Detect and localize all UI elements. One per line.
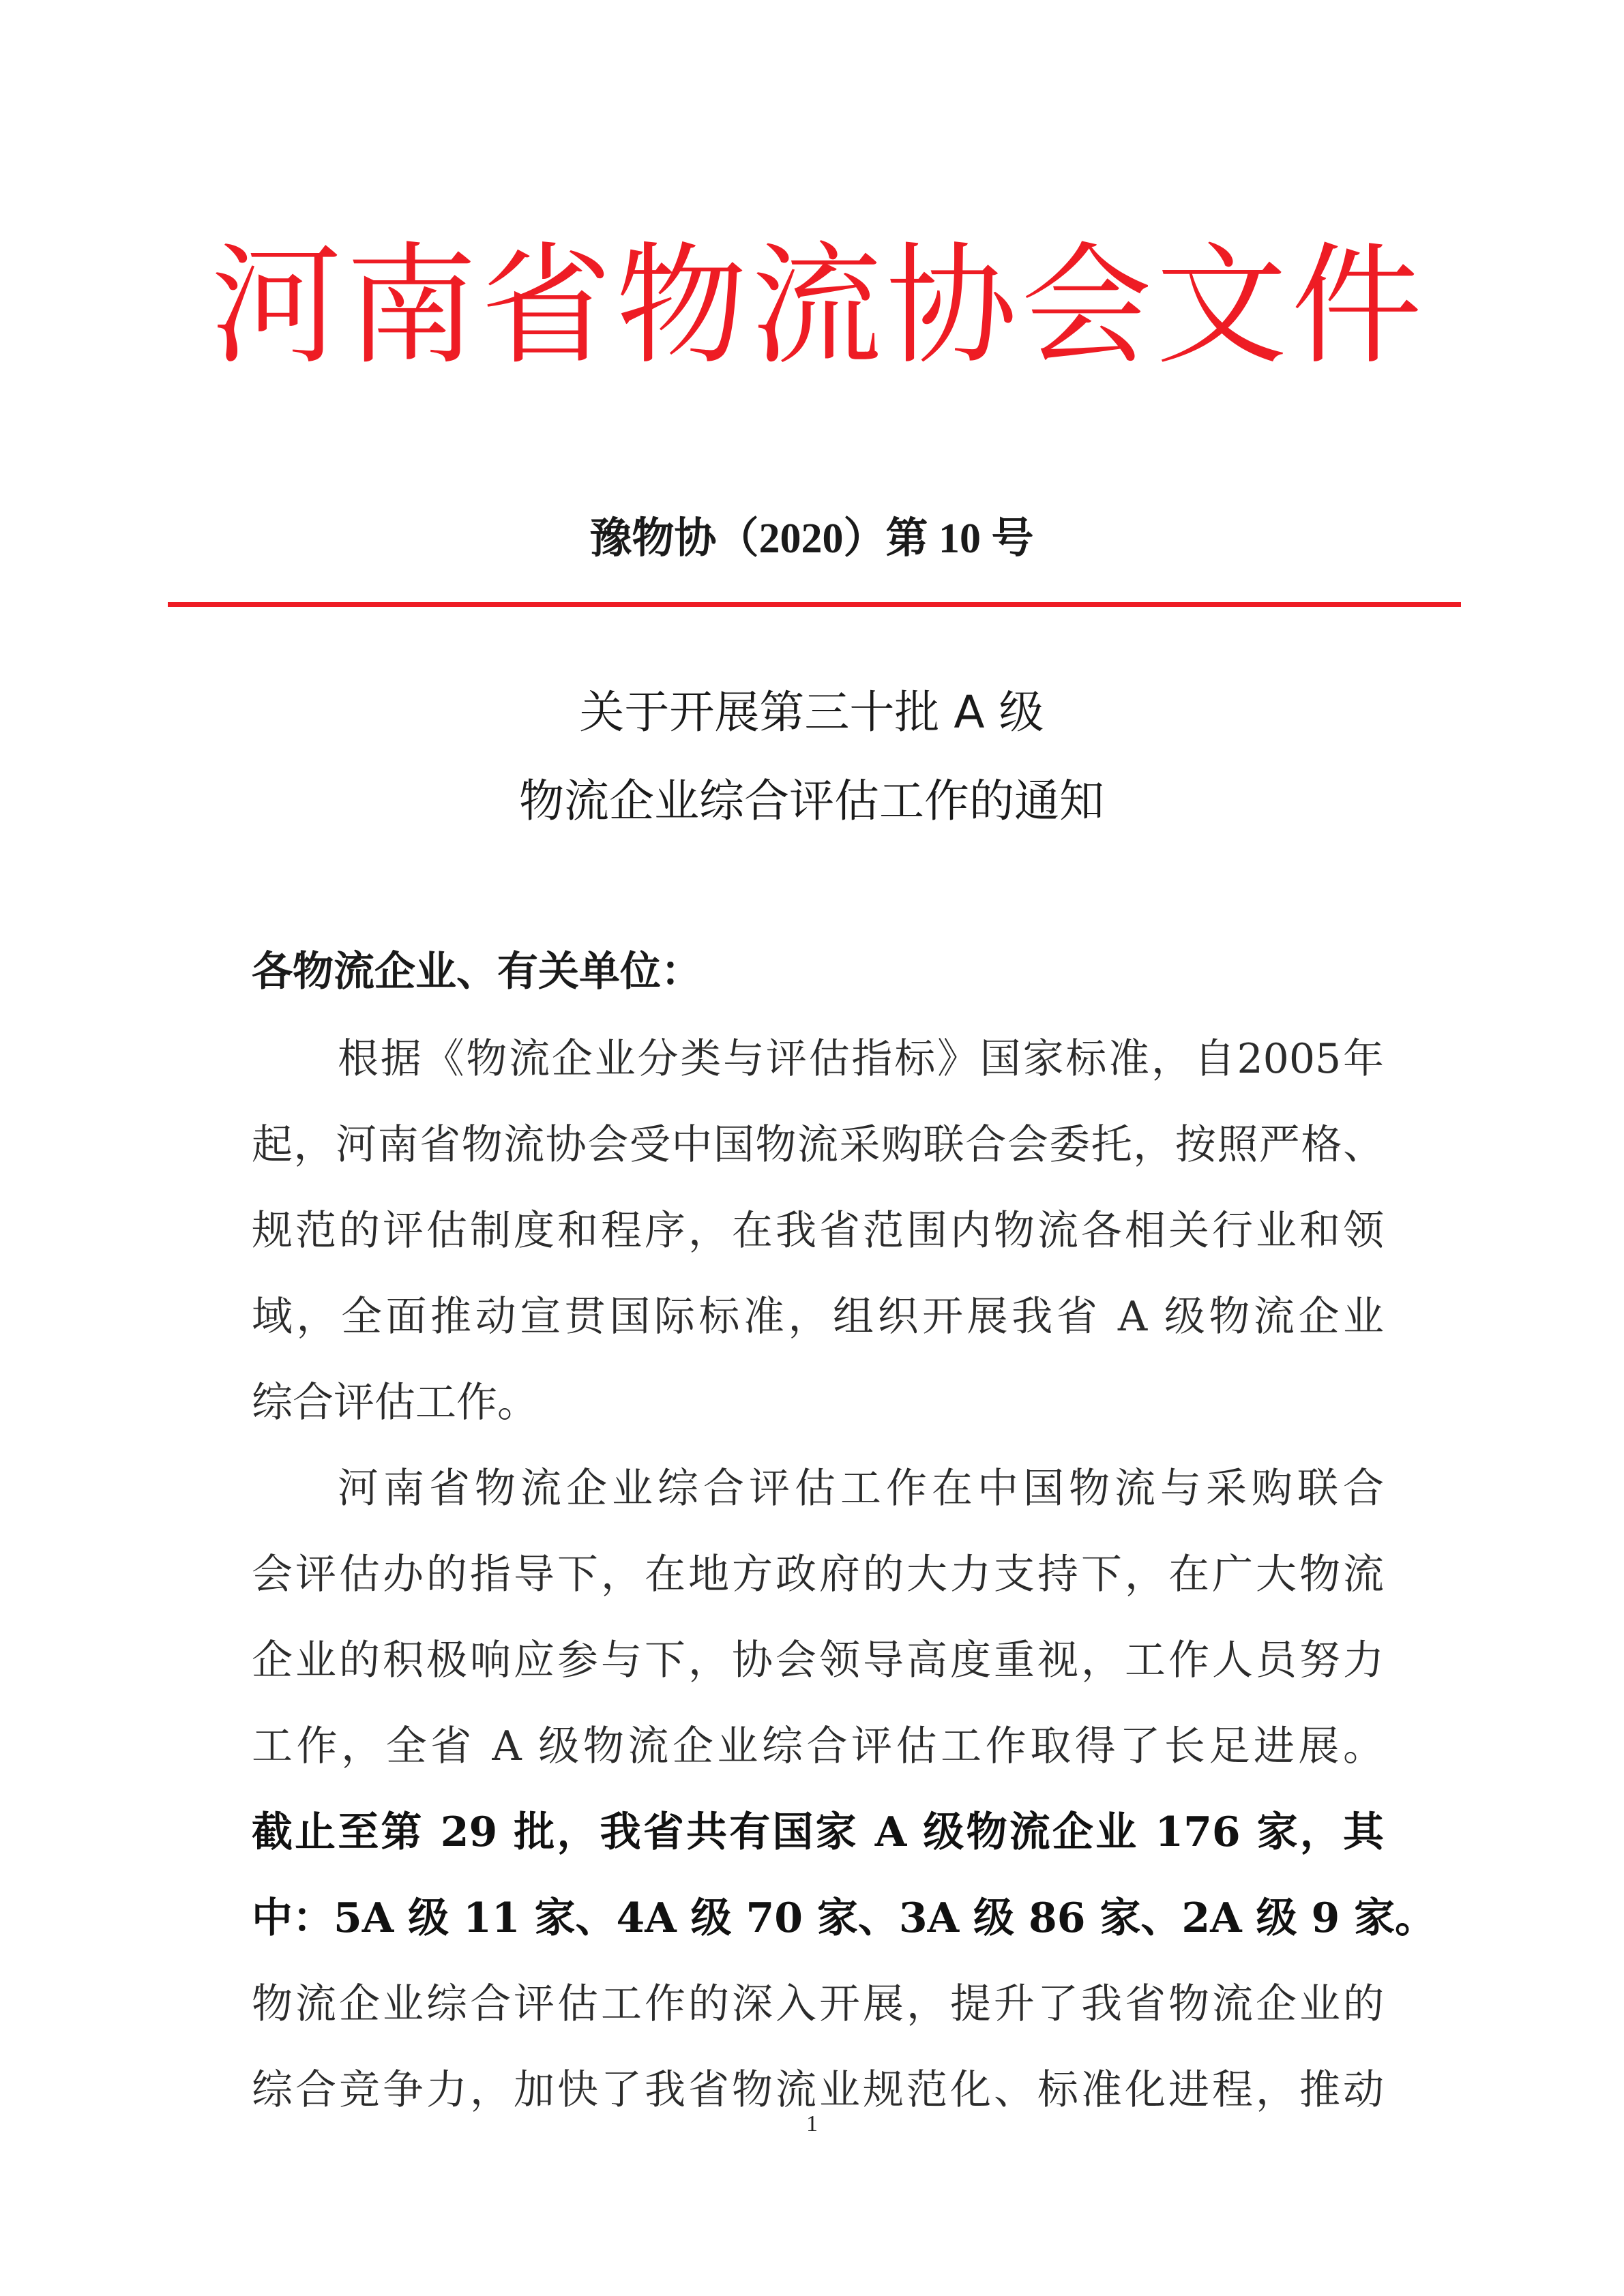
body-line: 综合评估工作。	[252, 1379, 538, 1427]
body-line-emphasis: 截止至第 29 批，我省共有国家 A 级物流企业 176 家，其	[252, 1808, 1384, 1856]
body-line: 起，河南省物流协会受中国物流采购联合会委托，按照严格、	[252, 1121, 1384, 1169]
body-line: 域，全面推动宣贯国际标准，组织开展我省 A 级物流企业	[252, 1293, 1384, 1341]
body-line: 工作，全省 A 级物流企业综合评估工作取得了长足进展。	[252, 1723, 1384, 1770]
body-line: 规范的评估制度和程序，在我省范围内物流各相关行业和领	[252, 1207, 1384, 1255]
red-divider-rule	[168, 602, 1461, 607]
notice-title-line-2: 物流企业综合评估工作的通知	[519, 775, 1104, 827]
body-line: 综合竞争力，加快了我省物流业规范化、标准化进程，推动	[252, 2066, 1384, 2114]
body-line: 会评估办的指导下，在地方政府的大力支持下，在广大物流	[252, 1551, 1384, 1598]
page-number: 1	[806, 2111, 818, 2136]
notice-title-line-1: 关于开展第三十批 A 级	[579, 686, 1044, 739]
body-line: 物流企业综合评估工作的深入开展，提升了我省物流企业的	[252, 1980, 1384, 2028]
masthead-title: 河南省物流协会文件	[211, 230, 1426, 383]
body-line: 企业的积极响应参与下，协会领导高度重视，工作人员努力	[252, 1637, 1384, 1684]
body-line-emphasis: 中：5A 级 11 家、4A 级 70 家、3A 级 86 家、2A 级 9 家。	[252, 1894, 1436, 1942]
body-line: 根据《物流企业分类与评估指标》国家标准，自2005年	[338, 1035, 1384, 1083]
salutation: 各物流企业、有关单位：	[252, 948, 702, 996]
body-line: 河南省物流企业综合评估工作在中国物流与采购联合	[338, 1465, 1384, 1512]
document-number: 豫物协（2020）第 10 号	[589, 516, 1034, 562]
